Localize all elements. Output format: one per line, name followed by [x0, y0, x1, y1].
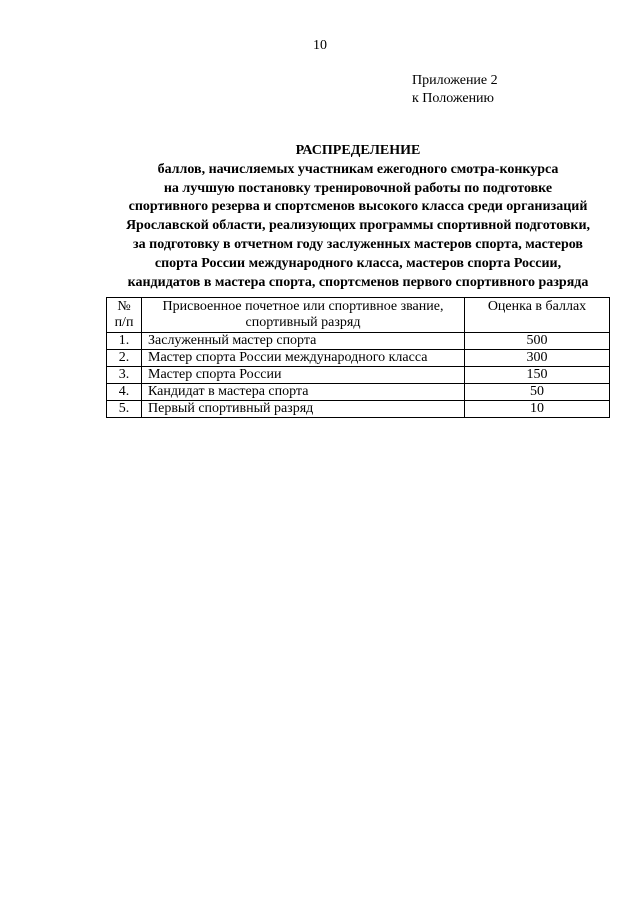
- row-title: Мастер спорта России международного класса: [142, 350, 465, 367]
- table-row: [107, 350, 610, 367]
- row-title: Первый спортивный разряд: [142, 401, 465, 418]
- row-title: Кандидат в мастера спорта: [142, 384, 465, 401]
- row-score: 50: [465, 384, 610, 401]
- row-title: Заслуженный мастер спорта: [142, 333, 465, 350]
- header-title-line-2: спортивный разряд: [245, 315, 361, 330]
- header-score: Оценка в баллах: [465, 298, 610, 333]
- table-row: [107, 384, 610, 401]
- title-line: спортивного резерва и спортсменов высокого класса среди организаций: [128, 199, 588, 215]
- table-header-row: [107, 298, 610, 333]
- table-row: [107, 367, 610, 384]
- appendix-line-1: Приложение 2: [412, 73, 498, 88]
- title-line: баллов, начисляемых участникам ежегодного смотра-конкурса: [157, 161, 559, 177]
- title-heading: РАСПРЕДЕЛЕНИЕ: [295, 143, 421, 158]
- header-number-line-2: п/п: [114, 315, 134, 330]
- title-line: спорта России международного класса, мастеров спорта России,: [154, 255, 562, 271]
- table-row: [107, 333, 610, 350]
- table-row: [107, 401, 610, 418]
- row-score: 150: [465, 367, 610, 384]
- row-number: 2.: [107, 350, 142, 367]
- appendix-reference: [412, 72, 498, 108]
- row-score: 300: [465, 350, 610, 367]
- title-line: кандидатов в мастера спорта, спортсменов первого спортивного разряда: [127, 274, 589, 290]
- title-line: за подготовку в отчетном году заслуженных мастеров спорта, мастеров: [133, 236, 583, 252]
- header-title: [142, 298, 465, 333]
- title-line: Ярославской области, реализующих программы спортивной подготовки,: [125, 218, 591, 234]
- row-title: Мастер спорта России: [142, 367, 465, 384]
- row-number: 1.: [107, 333, 142, 350]
- document-title: [96, 142, 620, 292]
- row-number: 5.: [107, 401, 142, 418]
- row-number: 4.: [107, 384, 142, 401]
- header-title-line-1: Присвоенное почетное или спортивное звание,: [162, 299, 444, 314]
- points-table: [106, 297, 610, 418]
- row-score: 500: [465, 333, 610, 350]
- header-number: [107, 298, 142, 333]
- appendix-line-2: к Положению: [412, 91, 495, 106]
- header-number-line-1: №: [117, 299, 131, 314]
- page-number: 10: [313, 38, 327, 53]
- row-score: 10: [465, 401, 610, 418]
- row-number: 3.: [107, 367, 142, 384]
- title-line: на лучшую постановку тренировочной работы по подготовке: [163, 180, 553, 196]
